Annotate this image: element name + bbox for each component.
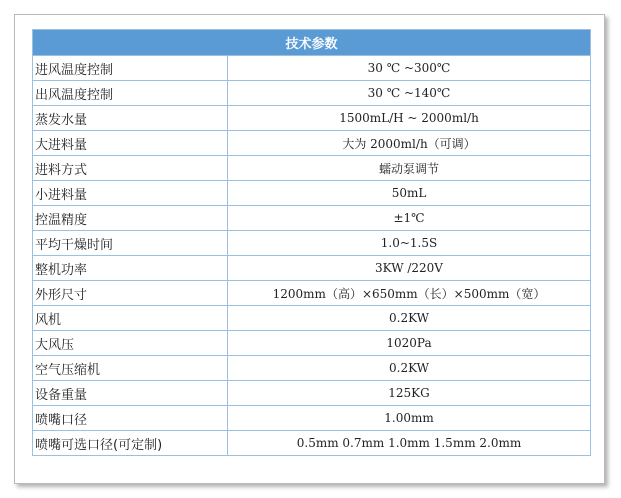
table-row bbox=[33, 81, 591, 106]
param-name-cell: 控温精度 bbox=[33, 206, 228, 231]
table-row bbox=[33, 156, 591, 181]
param-name-cell: 进料方式 bbox=[33, 156, 228, 181]
table-row bbox=[33, 331, 591, 356]
table-header-row bbox=[33, 30, 591, 56]
param-value-cell: 1020Pa bbox=[228, 331, 591, 356]
param-value-cell: 0.5mm 0.7mm 1.0mm 1.5mm 2.0mm bbox=[228, 431, 591, 456]
table-row bbox=[33, 431, 591, 456]
param-value-cell: 30 ℃ ~300℃ bbox=[228, 56, 591, 81]
table-row bbox=[33, 131, 591, 156]
param-value-cell: 1.0~1.5S bbox=[228, 231, 591, 256]
param-value-cell: 3KW /220V bbox=[228, 256, 591, 281]
table-row bbox=[33, 181, 591, 206]
param-value-cell: 0.2KW bbox=[228, 306, 591, 331]
document-frame bbox=[14, 14, 605, 484]
table-row bbox=[33, 356, 591, 381]
table-row bbox=[33, 381, 591, 406]
param-name-cell: 整机功率 bbox=[33, 256, 228, 281]
param-name-cell: 设备重量 bbox=[33, 381, 228, 406]
param-name-cell: 外形尺寸 bbox=[33, 281, 228, 306]
param-name-cell: 风机 bbox=[33, 306, 228, 331]
param-name-cell: 蒸发水量 bbox=[33, 106, 228, 131]
table-row bbox=[33, 281, 591, 306]
table-row bbox=[33, 231, 591, 256]
param-value-cell: 0.2KW bbox=[228, 356, 591, 381]
table-row bbox=[33, 106, 591, 131]
table-title: 技术参数 bbox=[33, 30, 591, 56]
param-name-cell: 出风温度控制 bbox=[33, 81, 228, 106]
param-value-cell: 50mL bbox=[228, 181, 591, 206]
param-value-cell: 大为 2000ml/h（可调） bbox=[228, 131, 591, 156]
spec-table bbox=[32, 29, 591, 456]
param-name-cell: 大风压 bbox=[33, 331, 228, 356]
param-name-cell: 喷嘴口径 bbox=[33, 406, 228, 431]
param-name-cell: 空气压缩机 bbox=[33, 356, 228, 381]
table-row bbox=[33, 256, 591, 281]
param-value-cell: 蠕动泵调节 bbox=[228, 156, 591, 181]
table-row bbox=[33, 56, 591, 81]
param-value-cell: 1200mm（高）×650mm（长）×500mm（宽） bbox=[228, 281, 591, 306]
table-row bbox=[33, 206, 591, 231]
table-body bbox=[33, 56, 591, 456]
table-row bbox=[33, 306, 591, 331]
param-value-cell: 1.00mm bbox=[228, 406, 591, 431]
param-name-cell: 平均干燥时间 bbox=[33, 231, 228, 256]
param-value-cell: ±1℃ bbox=[228, 206, 591, 231]
param-value-cell: 1500mL/H ~ 2000ml/h bbox=[228, 106, 591, 131]
param-name-cell: 大进料量 bbox=[33, 131, 228, 156]
param-value-cell: 125KG bbox=[228, 381, 591, 406]
param-name-cell: 喷嘴可选口径(可定制) bbox=[33, 431, 228, 456]
param-value-cell: 30 ℃ ~140℃ bbox=[228, 81, 591, 106]
param-name-cell: 进风温度控制 bbox=[33, 56, 228, 81]
param-name-cell: 小进料量 bbox=[33, 181, 228, 206]
table-row bbox=[33, 406, 591, 431]
